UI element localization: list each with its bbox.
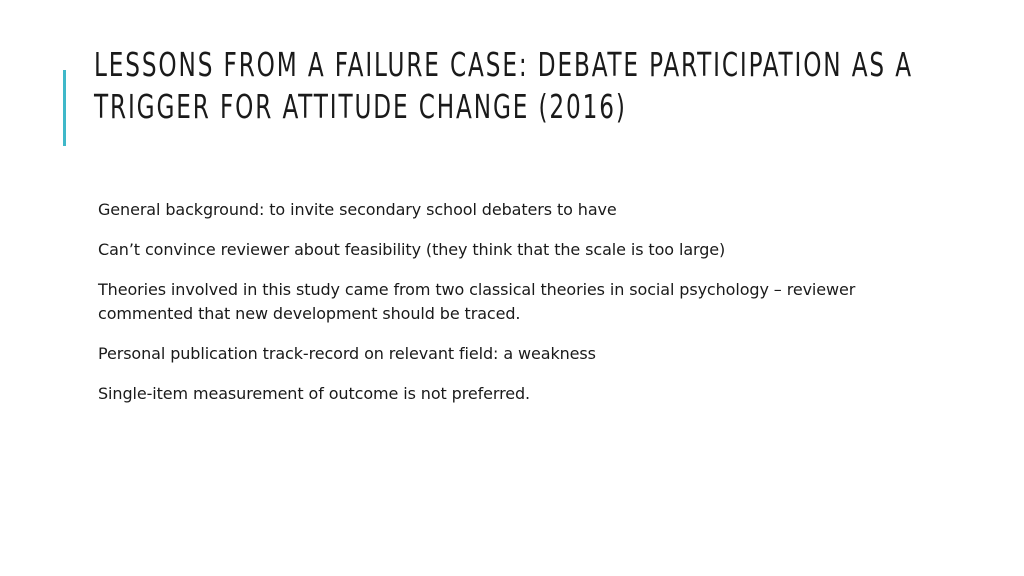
bullet-item-5: Single-item measurement of outcome is not preferred. (98, 384, 530, 403)
bullet-item-2: Can’t convince reviewer about feasibility (they think that the scale is too large) (98, 240, 726, 259)
bullet-list (98, 198, 918, 422)
bullet-item-4: Personal publication track-record on relevant field: a weakness (98, 344, 596, 363)
bullet-item-3: Theories involved in this study came from two classical theories in social psychology – reviewer commented that new development should be traced. (98, 280, 856, 323)
bullet-item-1: General background: to invite secondary school debaters to have (98, 200, 617, 219)
slide-title: LESSONS FROM A FAILURE CASE: DEBATE PARTICIPATION AS A TRIGGER FOR ATTITUDE CHANGE (2016) (94, 45, 913, 126)
title-accent-bar (63, 70, 66, 146)
